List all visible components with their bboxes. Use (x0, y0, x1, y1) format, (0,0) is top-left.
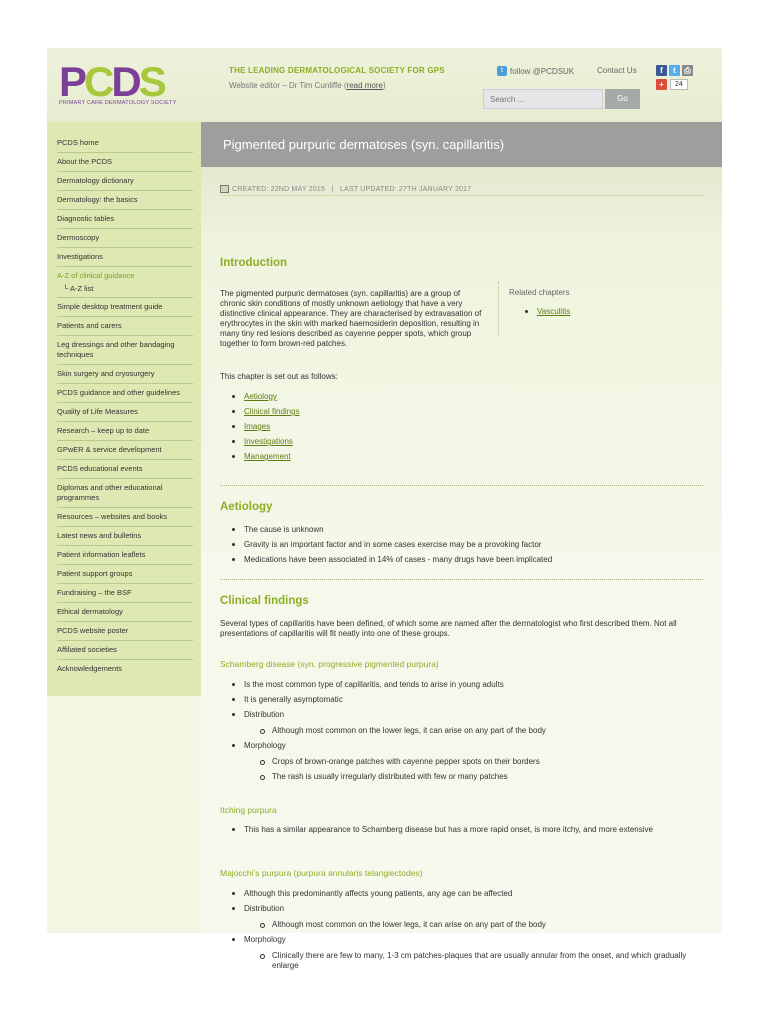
list-item: Morphology Clinically there are few to many, 1-3 cm patches-plaques that are usually annular from the onset, and which gradually enlarge (216, 935, 691, 971)
list-item (216, 452, 300, 462)
google-plus-icon[interactable]: + (656, 79, 667, 90)
related-link-vasculitis[interactable]: Vasculitis (537, 307, 571, 316)
list-item: Gravity is an important factor and in some cases exercise may be a provoking factor (216, 540, 716, 550)
site-header (47, 48, 722, 122)
calendar-icon (220, 185, 229, 193)
list-item: It is generally asymptomatic (216, 695, 716, 705)
divider (220, 579, 703, 580)
sidebar-item-acknowledgements[interactable]: Acknowledgements (57, 664, 123, 673)
sidebar-item-guidelines[interactable]: PCDS guidance and other guidelines (57, 384, 193, 403)
sidebar-item-leg-dressings[interactable]: Leg dressings and other bandaging techniques (57, 336, 193, 365)
sidebar-item-about[interactable]: About the PCDS (57, 153, 193, 172)
read-more-link[interactable]: read more (346, 81, 383, 90)
sidebar-item-gpwer[interactable]: GPwER & service development (57, 441, 193, 460)
list-item (216, 392, 300, 402)
related-chapters-title: Related chapters (509, 288, 570, 297)
page-meta: CREATED: 22ND MAY 2015 | LAST UPDATED: 27TH JANUARY 2017 (220, 185, 471, 193)
list-item: The cause is unknown (216, 525, 716, 535)
search-input[interactable] (483, 89, 603, 109)
twitter-bird-icon: t (497, 66, 507, 76)
link-images[interactable]: Images (244, 422, 271, 431)
sidebar-subitem-az-list[interactable]: └ A-Z list (57, 283, 193, 298)
page-title: Pigmented purpuric dermatoses (syn. capillaritis) (223, 137, 505, 152)
list-item: This has a similar appearance to Schamberg disease but has a more rapid onset, is more itchy, and more extensive (216, 825, 686, 835)
sidebar-item-diagnostic-tables[interactable]: Diagnostic tables (57, 210, 193, 229)
link-investigations[interactable]: Investigations (244, 437, 293, 446)
logo-tagline: PRIMARY CARE DERMATOLOGY SOCIETY (59, 100, 177, 106)
list-item: Distribution Although most common on the lower legs, it can arise on any part of the body (216, 904, 691, 930)
social-share (656, 65, 693, 76)
website-editor: Website editor – Dr Tim Cunliffe (read more) (229, 81, 386, 90)
sidebar-item-investigations[interactable]: Investigations (57, 248, 193, 267)
clinical-text: Several types of capillaritis have been defined, of which some are named after the dermatologist who first described them. Not all presentations of capillaritis will fit neatly into one of these groups. (220, 619, 677, 638)
sidebar-item-resources[interactable]: Resources – websites and books (57, 508, 193, 527)
heading-introduction: Introduction (220, 257, 288, 269)
sidebar-item-support-groups[interactable]: Patient support groups (57, 565, 193, 584)
search-go-button[interactable]: Go (605, 89, 640, 109)
chapter-links (216, 392, 300, 467)
sidebar-item-dictionary[interactable]: Dermatology dictionary (57, 172, 193, 191)
list-item: Distribution Although most common on the lower legs, it can arise on any part of the body (216, 710, 716, 736)
itching-list (216, 825, 686, 840)
set-out-text: This chapter is set out as follows: (220, 372, 338, 381)
sidebar-item-quality-of-life[interactable]: Quality of Life Measures (57, 403, 193, 422)
link-aetiology[interactable]: Aetiology (244, 392, 277, 401)
pcds-logo[interactable]: PCDS PRIMARY CARE DERMATOLOGY SOCIETY (59, 62, 209, 110)
sidebar-item-fundraising[interactable]: Fundraising – the BSF (57, 584, 193, 603)
google-plus-share (656, 79, 688, 90)
site-tagline: THE LEADING DERMATOLOGICAL SOCIETY FOR GPS (229, 66, 445, 75)
heading-majocchi: Majocchi’s purpura (purpura annularis telangiectodes) (220, 868, 423, 878)
sidebar (47, 122, 201, 696)
sidebar-item-affiliated[interactable]: Affiliated societies (57, 641, 193, 660)
sidebar-item-pcds-home[interactable]: PCDS home (57, 134, 193, 153)
sidebar-item-az-guidance[interactable]: A-Z of clinical guidance (57, 271, 135, 280)
schamberg-list (216, 680, 716, 787)
follow-twitter-link[interactable]: t follow @PCDSUK (497, 66, 574, 76)
heading-itching-purpura: Itching purpura (220, 805, 277, 815)
list-item: Medications have been associated in 14% of cases - many drugs have been implicated (216, 555, 716, 565)
sidebar-item-treatment-guide[interactable]: Simple desktop treatment guide (57, 298, 193, 317)
twitter-icon[interactable]: t (669, 65, 680, 76)
related-chapters (498, 282, 698, 336)
sidebar-item-events[interactable]: PCDS educational events (57, 460, 193, 479)
list-item: The rash is usually irregularly distributed with few or many patches (244, 772, 716, 782)
link-clinical-findings[interactable]: Clinical findings (244, 407, 300, 416)
list-item: Although most common on the lower legs, it can arise on any part of the body (244, 920, 691, 930)
list-item (509, 307, 698, 316)
divider (220, 485, 703, 486)
list-item (216, 422, 300, 432)
sidebar-item-poster[interactable]: PCDS website poster (57, 622, 193, 641)
list-item: Morphology Crops of brown-orange patches with cayenne pepper spots on their borders The rash is usually irregularly distributed with few or many patches (216, 741, 716, 782)
sidebar-item-ethical[interactable]: Ethical dermatology (57, 603, 193, 622)
main-content (201, 167, 722, 970)
list-item (216, 407, 300, 417)
list-item (216, 437, 300, 447)
sidebar-item-skin-surgery[interactable]: Skin surgery and cryosurgery (57, 365, 193, 384)
heading-aetiology: Aetiology (220, 501, 273, 513)
list-item: Although this predominantly affects young patients, any age can be affected (216, 889, 691, 899)
sidebar-item-research[interactable]: Research – keep up to date (57, 422, 193, 441)
sidebar-item-leaflets[interactable]: Patient information leaflets (57, 546, 193, 565)
sidebar-item-news[interactable]: Latest news and bulletins (57, 527, 193, 546)
aetiology-list (216, 525, 716, 570)
sidebar-item-dermoscopy[interactable]: Dermoscopy (57, 229, 193, 248)
list-item: Is the most common type of capillaritis, and tends to arise in young adults (216, 680, 716, 690)
list-item: Although most common on the lower legs, it can arise on any part of the body (244, 726, 716, 736)
list-item: Clinically there are few to many, 1-3 cm patches-plaques that are usually annular from the onset, and which gradually enlarge (244, 951, 691, 971)
facebook-icon[interactable]: f (656, 65, 667, 76)
sidebar-item-diplomas[interactable]: Diplomas and other educational programmes (57, 479, 193, 508)
sidebar-nav (57, 134, 193, 678)
intro-text: The pigmented purpuric dermatoses (syn. capillaritis) are a group of chronic skin conditions of mostly unknown aetiology that have a very distinctive clinical appearance. They are characterised by extravasation of erythrocytes in the skin with marked haemosiderin deposition, resulting in many tiny red lesions described as cayenne pepper spots, which group together to form brown-red patches. (220, 289, 482, 348)
link-management[interactable]: Management (244, 452, 291, 461)
heading-schamberg: Schamberg disease (syn. progressive pigmented purpura) (220, 659, 439, 669)
sidebar-item-patients-carers[interactable]: Patients and carers (57, 317, 193, 336)
page (47, 48, 722, 970)
list-item: Crops of brown-orange patches with cayenne pepper spots on their borders (244, 757, 716, 767)
share-count: 24 (670, 79, 688, 90)
sidebar-item-basics[interactable]: Dermatology: the basics (57, 191, 193, 210)
page-title-bar (201, 122, 722, 167)
divider (220, 195, 703, 196)
print-icon[interactable]: ⎙ (682, 65, 693, 76)
majocchi-list (216, 889, 691, 976)
heading-clinical-findings: Clinical findings (220, 595, 309, 607)
contact-us-link[interactable]: Contact Us (597, 66, 637, 75)
